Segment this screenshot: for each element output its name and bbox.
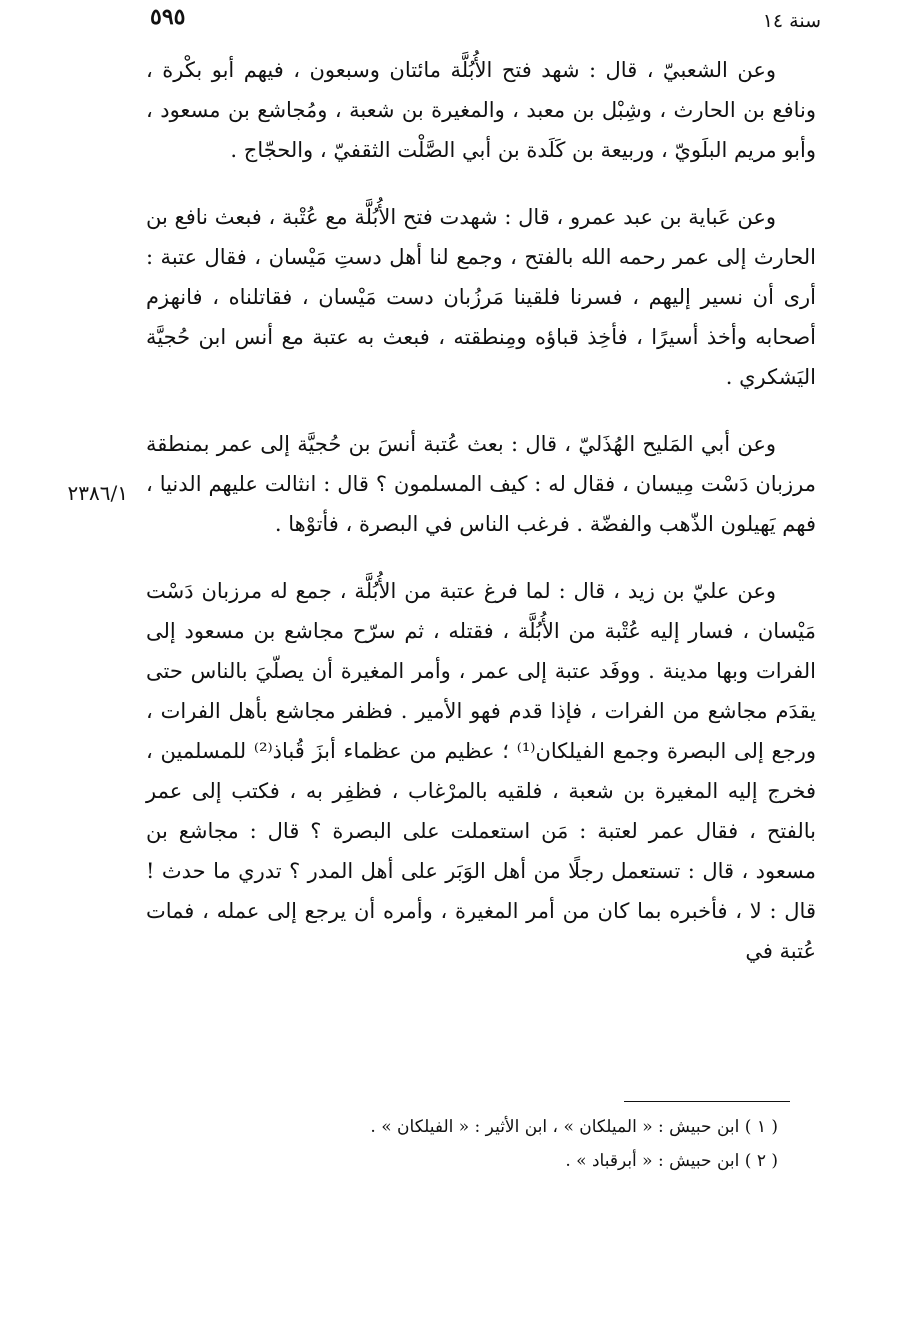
paragraph-3: وعن أبي المَليح الهُذَليّ ، قال : بعث عُتبة أنسَ بن حُجيَّة إلى عمر بمنطقة مرزبان دَسْت مِيسان ، فقال له : كيف المسلمون ؟ قال : انثالت عليهم الدنيا ، فهم يَهيلون الذّهب والفضّة . فرغب الناس في البصرة ، فأتوْها . — [146, 432, 816, 536]
footnote-2: ( ٢ ) ابن حبيش : « أبرقباد » . — [565, 1151, 778, 1171]
paragraph-2: وعن عَباية بن عبد عمرو ، قال : شهدت فتح الأُبُلَّة مع عُتْبة ، فبعث نافع بن الحارث إلى عمر رحمه الله بالفتح ، وجمع لنا أهل دستِ مَيْسان ، فقال عتبة : أرى أن نسير إليهم ، فسرنا فلقينا مَرزُبان دست مَيْسان ، فقاتلناه ، فانهزم أصحابه وأخذ أسيرًا ، فأخِذ قباؤه ومِنطقته ، فبعث به عتبة مع أنس ابن حُجيَّة اليَشكري . — [146, 205, 816, 389]
footnote-1: ( ١ ) ابن حبيش : « الميلكان » ، ابن الأثير : « الفيلكان » . — [370, 1117, 778, 1137]
footnotes — [146, 1110, 778, 1178]
running-header-year: سنة ١٤ — [762, 10, 821, 32]
page-number: ٥٩٥ — [150, 4, 186, 30]
main-text — [146, 50, 816, 998]
paragraph-4: وعن عليّ بن زيد ، قال : لما فرغ عتبة من الأُبُلَّة ، جمع له مرزبان دَسْت مَيْسان ، فسار إليه عُتْبة من الأُبُلَّة ، فقتله ، ثم سرّح مجاشع بن مسعود إلى الفرات وبها مدينة . ووفَد عتبة إلى عمر ، وأمر المغيرة أن يصلّيَ بالناس حتى يقدَم مجاشع من الفرات ، فإذا قدم فهو الأمير . فظفر مجاشع بأهل الفرات ، ورجع إلى البصرة وجمع الفيلكان⁽¹⁾ ؛ عظيم من عظماء أبزَ قُباذ⁽²⁾ للمسلمين ، فخرج إليه المغيرة بن شعبة ، فلقيه بالمرْغاب ، فظفِر به ، فكتب إلى عمر بالفتح ، فقال عمر لعتبة : مَن استعملت على البصرة ؟ قال : مجاشع بن مسعود ، قال : تستعمل رجلًا من أهل الوَبَر على أهل المدر ؟ تدري ما حدث ! قال : لا ، فأخبره بما كان من أمر المغيرة ، وأمره أن يرجع إلى عمله ، فمات عُتبة في — [146, 579, 816, 963]
margin-reference: ٢٣٨٦/١ — [67, 481, 128, 505]
paragraph-1: وعن الشعبيّ ، قال : شهد فتح الأُبُلَّة مائتان وسبعون ، فيهم أبو بكْرة ، ونافع بن الحارث ، وشِبْل بن معبد ، والمغيرة بن شعبة ، ومُجاشع بن مسعود ، وأبو مريم البلَويّ ، وربيعة بن كَلَدة بن أبي الصَّلْت الثقفيّ ، والحجّاج . — [146, 58, 816, 162]
footnote-separator — [624, 1101, 790, 1102]
